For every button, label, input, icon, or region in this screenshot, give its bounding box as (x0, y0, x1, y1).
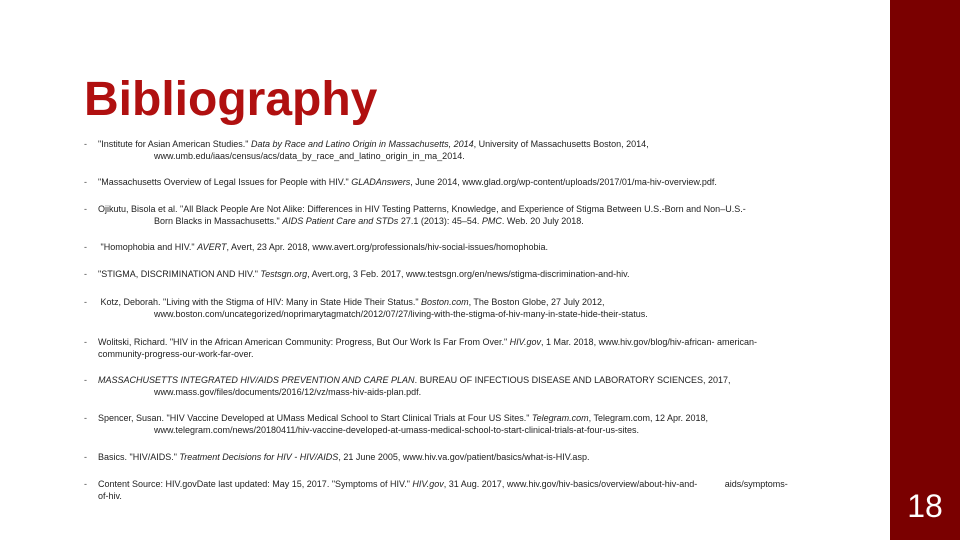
citation-title: PMC (481, 216, 502, 226)
entry-line (84, 478, 874, 490)
bibliography-entry (84, 176, 874, 188)
entry-line (84, 386, 874, 398)
bibliography-entry (84, 296, 874, 320)
entry-line (84, 268, 874, 280)
citation-text: www.umb.edu/iaas/census/acs/data_by_race_and_latino_origin_in_ma_2014. (154, 151, 465, 161)
citation-title: Boston.com (421, 297, 469, 307)
citation-title: Telegram.com (531, 413, 589, 423)
citation-text: Born Blacks in Massachusetts." (154, 216, 283, 226)
citation-title: Testsgn.org (260, 269, 308, 279)
entry-line (84, 374, 874, 386)
bullet-marker: - (84, 337, 87, 347)
citation-text: Basics. "HIV/AIDS." (98, 452, 180, 462)
bullet-marker: - (84, 413, 87, 423)
bullet-marker: - (84, 139, 87, 149)
citation-text: of-hiv. (98, 491, 122, 501)
entry-line (84, 241, 874, 253)
entry-line (84, 296, 874, 308)
citation-text: , The Boston Globe, 27 July 2012, (468, 297, 605, 307)
entry-line (84, 412, 874, 424)
citation-text: Spencer, Susan. "HIV Vaccine Developed at UMass Medical School to Start Clinical Trials at Four US Sites." (98, 413, 532, 423)
citation-text: "Institute for Asian American Studies." (98, 139, 251, 149)
citation-title: Data by Race and Latino Origin in Massachusetts, 2014 (250, 139, 474, 149)
bibliography-entry (84, 138, 874, 162)
bullet-marker: - (84, 297, 87, 307)
bullet-marker: - (84, 177, 87, 187)
citation-text: , 21 June 2005, www.hiv.va.gov/patient/basics/what-is-HIV.asp. (338, 452, 590, 462)
citation-title: HIV.gov (509, 337, 542, 347)
citation-text: www.mass.gov/files/documents/2016/12/vz/mass-hiv-aids-plan.pdf. (154, 387, 422, 397)
entry-line (84, 176, 874, 188)
citation-text: "Homophobia and HIV." (98, 242, 198, 252)
entry-line (84, 203, 874, 215)
entry-line (84, 150, 874, 162)
citation-title: AIDS Patient Care and STDs (282, 216, 399, 226)
bullet-marker: - (84, 479, 87, 489)
citation-text: 27.1 (2013): 45–54. (398, 216, 482, 226)
citation-text: community-progress-our-work-far-over. (98, 349, 254, 359)
bibliography-entry (84, 451, 874, 463)
citation-text: Kotz, Deborah. "Living with the Stigma of HIV: Many in State Hide Their Status." (98, 297, 422, 307)
bibliography-entry (84, 336, 874, 360)
citation-title: GLADAnswers (351, 177, 411, 187)
citation-text: , Telegram.com, 12 Apr. 2018, (588, 413, 709, 423)
citation-text: Ojikutu, Bisola et al. "All Black People Are Not Alike: Differences in HIV Testing Patterns, Knowledge, and Experience of Stigma Between U.S.-Born and Non–U.S.- (98, 204, 746, 214)
bibliography-entry (84, 478, 874, 502)
entry-line (84, 348, 874, 360)
entry-line (84, 424, 874, 436)
citation-title: HIV.gov (412, 479, 444, 489)
entry-line (84, 138, 874, 150)
bibliography-entry (84, 268, 874, 280)
entry-line (84, 451, 874, 463)
citation-title: AVERT (197, 242, 227, 252)
entry-line (84, 336, 874, 348)
citation-text: , 1 Mar. 2018, www.hiv.gov/blog/hiv-african- american- (541, 337, 757, 347)
bibliography-entry (84, 241, 874, 253)
bibliography-entry (84, 203, 874, 227)
bibliography-entry (84, 374, 874, 398)
bullet-marker: - (84, 204, 87, 214)
citation-text: , Avert, 23 Apr. 2018, www.avert.org/professionals/hiv-social-issues/homophobia. (226, 242, 548, 252)
entry-line (84, 308, 874, 320)
bullet-marker: - (84, 242, 87, 252)
citation-text: "STIGMA, DISCRIMINATION AND HIV." (98, 269, 261, 279)
accent-sidebar (890, 0, 960, 540)
citation-text: . Web. 20 July 2018. (501, 216, 584, 226)
bullet-marker: - (84, 452, 87, 462)
citation-text: , University of Massachusetts Boston, 2014, (473, 139, 649, 149)
entry-line (84, 490, 874, 502)
citation-text: . BUREAU OF INFECTIOUS DISEASE AND LABORATORY SCIENCES, 2017, (414, 375, 731, 385)
bibliography-entry (84, 412, 874, 436)
citation-text: www.telegram.com/news/20180411/hiv-vaccine-developed-at-umass-medical-school-to-start-clinical-trials-at-four-us-sites. (154, 425, 640, 435)
citation-title: Treatment Decisions for HIV - HIV/AIDS (179, 452, 339, 462)
citation-text: , 31 Aug. 2017, www.hiv.gov/hiv-basics/overview/about-hiv-and- aids/symptoms- (443, 479, 788, 489)
bullet-marker: - (84, 375, 87, 385)
citation-title: MASSACHUSETTS INTEGRATED HIV/AIDS PREVENTION AND CARE PLAN (98, 375, 415, 385)
citation-text: "Massachusetts Overview of Legal Issues for People with HIV." (98, 177, 352, 187)
citation-text: Wolitski, Richard. "HIV in the African American Community: Progress, But Our Work Is Far From Over." (98, 337, 510, 347)
page-title: Bibliography (84, 73, 378, 126)
entry-line (84, 215, 874, 227)
citation-text: www.boston.com/uncategorized/noprimarytagmatch/2012/07/27/living-with-the-stigma-of-hiv-many-in-state-hide-their-status. (154, 309, 648, 319)
citation-text: Content Source: HIV.govDate last updated: May 15, 2017. "Symptoms of HIV." (98, 479, 413, 489)
citation-text: , June 2014, www.glad.org/wp-content/uploads/2017/01/ma-hiv-overview.pdf. (410, 177, 717, 187)
citation-text: , Avert.org, 3 Feb. 2017, www.testsgn.org/en/news/stigma-discrimination-and-hiv. (307, 269, 630, 279)
bullet-marker: - (84, 269, 87, 279)
page-number: 18 (907, 488, 943, 524)
